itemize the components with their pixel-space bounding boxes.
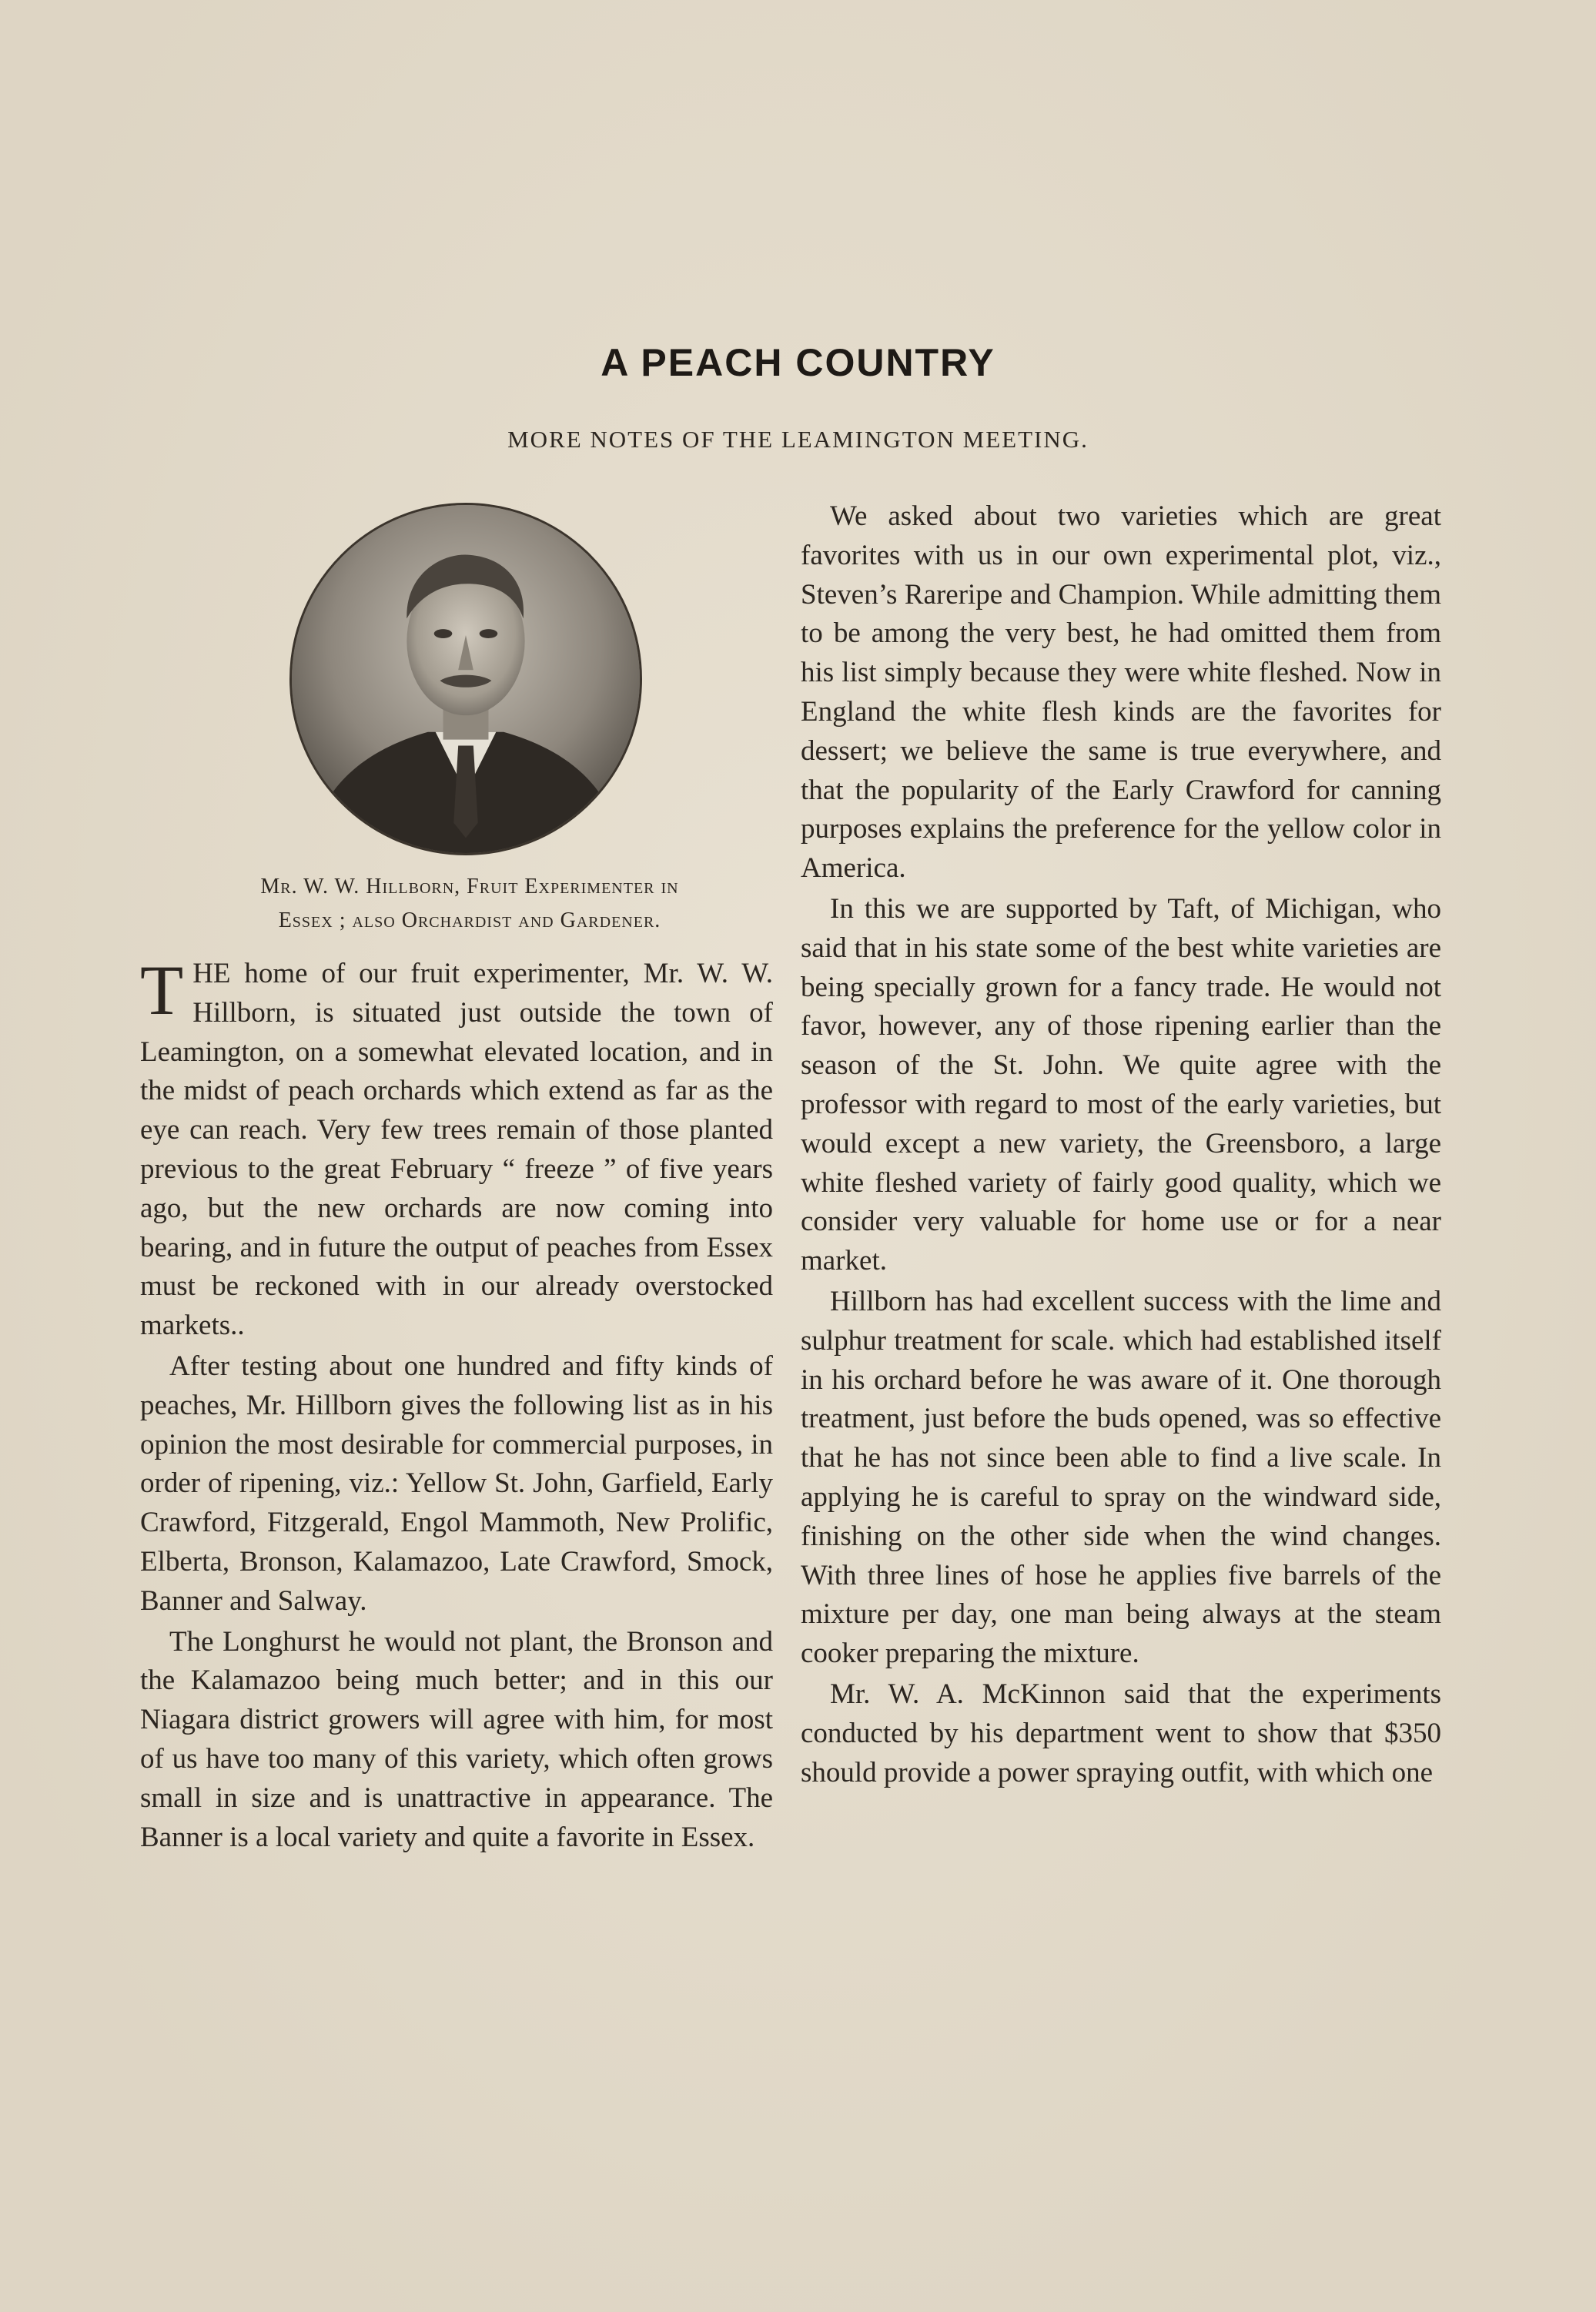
left-paragraph-2: After testing about one hundred and fifty kinds of peaches, Mr. Hillborn gives the following list as in his opinion the most desirable for commercial purposes, in order of ripening, viz.: Yellow St. John, Garfield, Early Crawford, Fitzgerald, Engol Mammoth, New Prolific, Elberta, Bronson, Kalamazoo, Late Crawford, Smock, Banner and Salway. [140,1350,773,1617]
left-paragraph-1-text: HE home of our fruit experimenter, Mr. W. W. Hillborn, is situated just outside the town of Leamington, on a somewhat elevated location, and in the midst of peach orchards which extend as far as the eye can reach. Very few trees remain of those planted previous to the great February “ freeze ” of five years ago, but the new orchards are now coming into bearing, and in future the output of peaches from Essex must be reckoned with in our already overstocked markets.. [140,958,773,1342]
article-subtitle: MORE NOTES OF THE LEAMINGTON MEETING. [507,426,1089,453]
portrait-photo [289,503,642,855]
right-paragraph-3: Hillborn has had excellent success with the lime and sulphur treatment for scale. which had established itself in his orchard before he was aware of it. One thorough treatment, just before the buds opened, was so effective that he has not since been able to find a live scale. In applying he is careful to spray on the windward side, finishing on the other side when the wind changes. With three lines of hose he applies five barrels of the mixture per day, one man being always at the steam cooker preparing the mixture. [801,1285,1441,1670]
right-paragraph-4: Mr. W. A. McKinnon said that the experiments conducted by his department went to show that $350 should provide a power spraying outfit, with which one [801,1678,1441,1788]
portrait-figure [292,505,640,853]
left-paragraph-1 [140,951,773,1346]
drop-cap: T [140,951,184,1029]
photo-caption [139,870,801,938]
left-paragraph-3: The Longhurst he would not plant, the Bronson and the Kalamazoo being much better; and in this our Niagara district growers will agree with him, for most of us have too many of this variety, which often grows small in size and is unattractive in appearance. The Banner is a local variety and quite a favorite in Essex. [140,1625,773,1853]
right-column [801,497,1441,1794]
caption-line-2: Essex ; also Orchardist and Gardener. [278,908,661,932]
left-column [140,951,773,1859]
right-paragraph-1: We asked about two varieties which are great favorites with us in our own experimental plot, viz., Steven’s Rareripe and Champion. While admitting them to be among the very best, he had omitted them from his list simply because they were white fleshed. Now in England the white flesh kinds are the favorites for dessert; we believe the same is true everywhere, and that the popularity of the Early Crawford for canning purposes explains the preference for the yellow color in America. [801,500,1441,885]
article-title: A PEACH COUNTRY [601,341,995,384]
right-paragraph-2: In this we are supported by Taft, of Michigan, who said that in his state some of the best white varieties are being specially grown for a fancy trade. He would not favor, however, any of those ripening earlier than the season of the St. John. We quite agree with the professor with regard to most of the early varieties, but would except a new variety, the Greensboro, a large white fleshed variety of fairly good quality, which we consider very valuable for home use or for a near market. [801,892,1441,1277]
caption-line-1: Mr. W. W. Hillborn, Fruit Experimenter in [260,875,679,898]
